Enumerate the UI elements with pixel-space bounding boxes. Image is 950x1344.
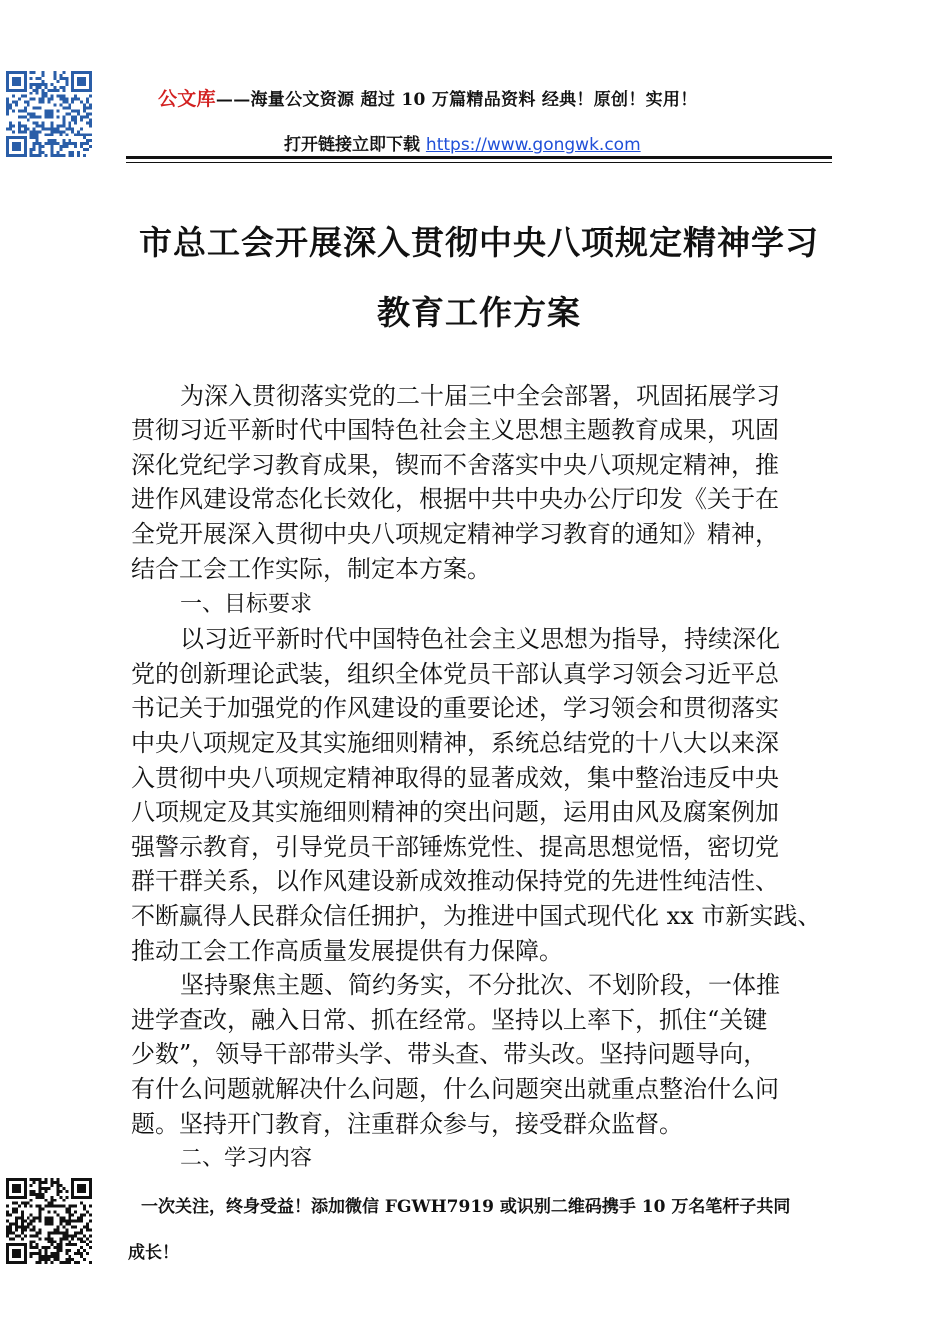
paragraph-line: 进作风建设常态化长效化，根据中共中央办公厅印发《关于在: [131, 485, 779, 513]
paragraph-line: 坚持聚焦主题、简约务实，不分批次、不划阶段，一体推: [180, 971, 780, 999]
document-title-line-1: 市总工会开展深入贯彻中央八项规定精神学习: [139, 223, 819, 262]
header-banner: [158, 84, 698, 111]
header-rule-thin: [126, 162, 832, 163]
brand-name: 公文库: [158, 88, 216, 110]
paragraph-line: 为深入贯彻落实党的二十届三中全会部署，巩固拓展学习: [180, 382, 780, 410]
paragraph-line: 结合工会工作实际，制定本方案。: [131, 555, 491, 583]
qr-code-icon: [6, 70, 92, 158]
paragraph-line: 书记关于加强党的作风建设的重要论述，学习领会和贯彻落实: [131, 694, 779, 722]
section-heading: 一、目标要求: [180, 592, 313, 617]
paragraph-line: 全党开展深入贯彻中央八项规定精神学习教育的通知》精神，: [131, 520, 779, 548]
paragraph-line: 贯彻习近平新时代中国特色社会主义思想主题教育成果，巩固: [131, 416, 779, 444]
paragraph-line: 党的创新理论武装，组织全体党员干部认真学习领会习近平总: [131, 660, 779, 688]
paragraph-line: 中央八项规定及其实施细则精神，系统总结党的十八大以来深: [131, 729, 779, 757]
paragraph-line: 强警示教育，引导党员干部锤炼党性、提高思想觉悟，密切党: [131, 833, 779, 861]
qr-code-icon: [6, 1178, 92, 1264]
header-tagline: ——海量公文资源 超过 10 万篇精品资料 经典！原创！实用！: [215, 90, 698, 110]
paragraph-line: 八项规定及其实施细则精神的突出问题，运用由风及腐案例加: [131, 798, 779, 826]
paragraph-line: 以习近平新时代中国特色社会主义思想为指导，持续深化: [180, 625, 780, 653]
download-line: [284, 130, 641, 155]
paragraph-line: 题。坚持开门教育，注重群众参与，接受群众监督。: [131, 1110, 683, 1138]
paragraph-line: 少数”，领导干部带头学、带头查、带头改。坚持问题导向，: [131, 1040, 768, 1068]
footer-promo-line-2: 成长！: [128, 1243, 179, 1263]
download-text: 打开链接立即下载: [284, 135, 426, 155]
header-rule-thick: [126, 156, 832, 159]
paragraph-line: 有什么问题就解决什么问题，什么问题突出就重点整治什么问: [131, 1075, 779, 1103]
paragraph-line: 群干群关系，以作风建设新成效推动保持党的先进性纯洁性、: [131, 867, 779, 895]
footer-promo-line-1: 一次关注，终身受益！添加微信 FGWH7919 或识别二维码携手 10 万名笔杆子共同: [141, 1197, 791, 1217]
paragraph-line: 入贯彻中央八项规定精神取得的显著成效，集中整治违反中央: [131, 764, 779, 792]
download-link[interactable]: https://www.gongwk.com: [425, 135, 641, 155]
paragraph-line: 进学查改，融入日常、抓在经常。坚持以上率下，抓住“关键: [131, 1006, 768, 1034]
paragraph-line: 推动工会工作高质量发展提供有力保障。: [131, 937, 563, 965]
paragraph-line: 不断赢得人民群众信任拥护，为推进中国式现代化 xx 市新实践、: [131, 902, 822, 930]
section-heading: 二、学习内容: [180, 1146, 313, 1171]
paragraph-line: 深化党纪学习教育成果，锲而不舍落实中央八项规定精神，推: [131, 451, 779, 479]
document-title-line-2: 教育工作方案: [377, 293, 581, 332]
